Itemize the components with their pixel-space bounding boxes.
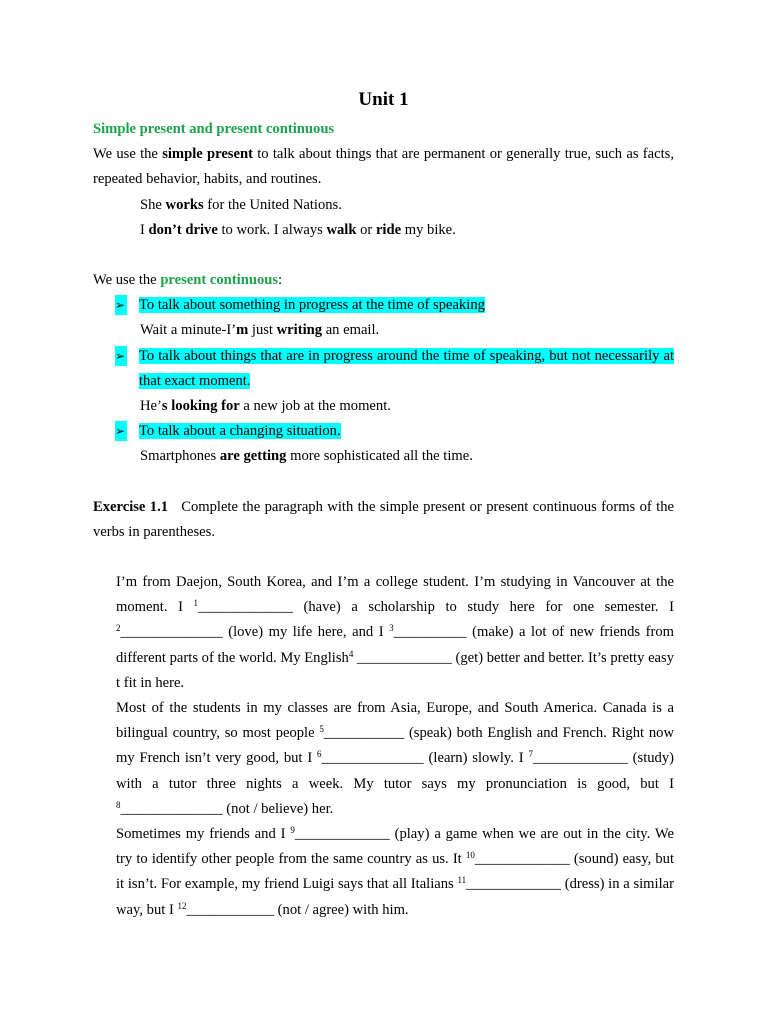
blank-number: 7 [528,749,533,760]
bold-verb: works [165,196,204,213]
text: my bike. [401,221,456,238]
present-continuous-lead [93,268,674,293]
blank-number: 1 [193,598,199,609]
text: I [140,221,149,238]
bold-verb: m [236,322,249,339]
text: just [248,322,277,339]
exercise-label: Exercise 1.1 [93,498,169,515]
spacer [93,470,674,495]
exercise-text: ____________ (not / agree) with him. [186,901,409,918]
exercise-paragraph-2 [93,696,674,822]
exercise-text: _____________ (have) a scholarship to study here for one semester. I [198,599,674,616]
text: for the United Nations. [203,196,342,213]
highlighted-text: To talk about a changing situation. [139,423,341,440]
bullet-text [139,344,674,394]
exercise-text: ___________ (speak) both English and French. Right now my French isn’t very good, but I [116,725,674,767]
text: : [278,272,283,289]
text: to work. I always [217,221,327,238]
blank-number: 10 [465,850,475,861]
spacer [93,243,674,268]
text: or [356,221,376,238]
term-present-continuous: present continuous [160,272,279,289]
arrow-glyph: ➢ [115,346,127,366]
text: Wait a minute-I’ [140,322,237,339]
arrow-glyph: ➢ [115,421,127,441]
text: an email. [322,322,380,339]
exercise-text: Most of the students in my classes are from Asia, Europe, and South America. Canada is a bilingual country, so most people [116,700,674,742]
exercise-paragraph-1 [93,570,674,696]
bullet-text [139,293,674,318]
instruction-text: Complete the paragraph with the simple present or present continuous forms of the verbs in parentheses. [93,498,674,540]
exercise-text: _____________ (play) a game when we are out in the city. We try to identify other people from the same country as us. It [116,826,674,868]
term-simple-present: simple present [162,146,253,163]
exercise-text: _____________ (study) with a tutor three nights a week. My tutor says my pronunciation is good, but I [116,750,675,792]
bullet-text [139,419,674,444]
spacer [93,545,674,570]
bold-verb: writing [276,322,323,339]
bold-verb: are getting [219,448,287,465]
bullet-item [93,293,674,318]
example-sentence [93,444,674,469]
blank-number: 2 [116,623,121,634]
exercise-text: _____________ (dress) in a similar way, but I [116,876,674,918]
blank-number: 5 [319,724,324,735]
exercise-text: Sometimes my friends and I [116,826,291,843]
text: She [140,196,166,213]
blank-number: 6 [317,749,322,760]
bold-verb: walk [326,221,357,238]
exercise-text: ______________ (love) my life here, and I [120,624,390,641]
example-sentence [93,394,674,419]
arrow-glyph: ➢ [115,295,127,315]
text: We use the [93,146,163,163]
text: We use the [93,272,161,289]
blank-number: 3 [389,623,394,634]
bold-verb: ride [375,221,402,238]
exercise-text: _____________ (sound) easy, but it isn’t. For example, my friend Luigi says that all Italians [116,851,674,893]
text: Smartphones [140,448,220,465]
arrow-bullet-icon [93,419,139,444]
arrow-bullet-icon [93,293,139,318]
blank-number: 11 [457,875,467,886]
exercise-instruction [93,495,674,545]
bullet-item [93,419,674,444]
blank-number: 9 [290,825,295,836]
exercise-text: ______________ (not / believe) her. [120,800,334,817]
blank-number: 8 [116,799,121,810]
page-title: Unit 1 [358,89,409,110]
exercise-text: ______________ (learn) slowly. I [321,750,529,767]
example-sentence [93,218,674,243]
arrow-bullet-icon [93,344,139,394]
blank-number: 4 [348,648,354,659]
text: more sophisticated all the time. [286,448,473,465]
example-sentence [93,318,674,343]
bullet-item [93,344,674,394]
exercise-text: _____________ (get) better and better. It’s pretty easy t fit in here. [116,649,674,691]
text: a new job at the moment. [239,398,391,415]
section-heading: Simple present and present continuous [93,121,335,137]
exercise-text: __________ (make) a lot of new friends from different parts of the world. My English [116,624,674,666]
example-sentence [93,193,674,218]
document-content [93,86,674,923]
bold-verb: don’t drive [148,221,218,238]
blank-number: 12 [177,900,187,911]
highlighted-text: To talk about something in progress at the time of speaking [139,297,485,314]
bold-verb: s looking for [161,398,240,415]
exercise-text: I’m from Daejon, South Korea, and I’m a college student. I’m studying in Vancouver at the moment. I [116,574,674,616]
exercise-paragraph-3 [93,822,674,923]
text: to talk about things that are permanent or generally true, such as facts, repeated behavior, habits, and routines. [93,146,674,188]
text: He’ [140,398,162,415]
simple-present-explanation [93,142,674,192]
highlighted-text: To talk about things that are in progress around the time of speaking, but not necessarily at that exact moment. [139,347,674,389]
